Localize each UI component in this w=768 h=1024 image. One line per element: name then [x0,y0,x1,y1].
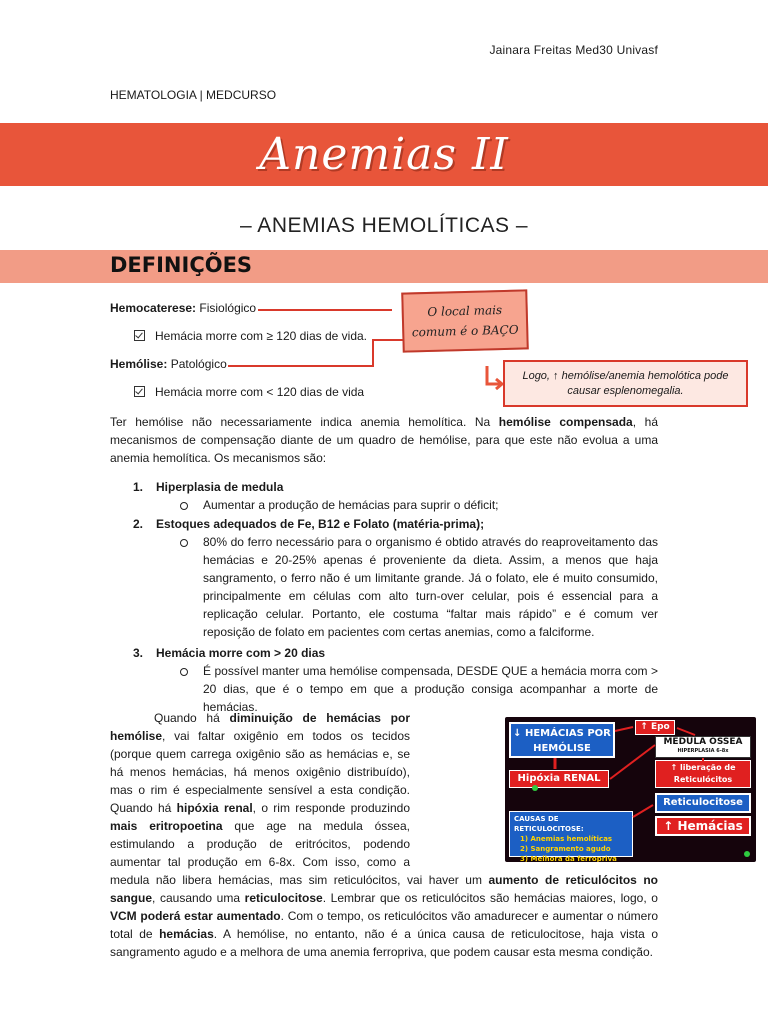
medula-sublabel: HIPERPLASIA 6-8x [677,748,729,754]
causa-item: 1) Anemias hemolíticas [520,835,613,843]
body-bold: VCM poderá estar aumentado [110,909,281,923]
hemocaterese-desc: Fisiológico [199,301,257,315]
body-text: , vai faltar oxigênio em todos os tecidos (porque quem carrega oxigênio são as hemácias e, se há menos hemácias, há menos oxigênio distribuído), mas o rim é especialmente sensível a esta condição. Quando há [110,729,410,815]
hemacias-box: ↑ Hemácias [655,816,751,836]
body-text: . Com o tempo, os reticulócitos vão amadurecer e aumentar o número total de [110,909,659,941]
connector-line [258,309,392,311]
hemocaterese-bullet [134,329,367,343]
subject-header: HEMATOLOGIA | MEDCURSO [110,88,277,102]
callout-line-1: O local mais [427,303,503,319]
list-number: 1. [133,480,144,494]
hemolise-desc: Patológico [170,357,227,371]
bullet-icon [180,663,188,681]
hemolise-bullet [134,385,364,399]
body-bold: mais eritropoetina [110,819,223,833]
baco-callout [401,289,529,352]
list-item-title: Estoques adequados de Fe, B12 e Folato (matéria-prima); [156,517,485,531]
diagram-arrows [505,717,756,862]
epo-box: ↑ Epo [635,720,675,735]
reticulocitose-box: Reticulocitose [655,793,751,813]
callout-line-2: comum é o BAÇO [411,322,519,340]
list-item-text: Aumentar a produção de hemácias para suprir o déficit; [203,498,499,512]
body-text: que age na medula óssea, estimulando a produção de eritrócitos, podendo aumentar tal produção em 6-8x. Com isso, como a medula não libera hemácias, mas sim reticulócitos, vai haver um [110,819,489,887]
intro-text: , há mecanismos de compensação diante de um quadro de hemólise, para que este não evolua a uma anemia hemolítica. Os mecanismos são: [110,415,659,465]
arrow-icon [610,745,655,779]
causa-item: 3) Melhora da ferropriva [520,855,617,862]
hemacias-hemolise-box: ↓ HEMÁCIAS POR HEMÓLISE [509,722,615,758]
arrow-icon [633,805,653,817]
page-subtitle: – ANEMIAS HEMOLÍTICAS – [239,214,529,237]
list-item-title: Hiperplasia de medula [156,480,284,494]
body-text: . Lembrar que os reticulócitos são hemácias maiores, logo, o [322,891,658,905]
hemocaterese-term: Hemocaterese: [110,301,197,315]
arrow-icon [615,727,633,731]
medula-label: MEDULA ÓSSEA [663,737,743,747]
list-item-text: É possível manter uma hemólise compensada, DESDE QUE a hemácia morra com > 20 dias, que é o tempo em que a produção consiga acompanhar a morte de hemácias. [203,664,658,714]
reticulocitose-diagram [505,717,756,862]
intro-paragraph [110,413,658,467]
checkbox-icon [134,386,145,397]
body-bold: hipóxia renal [176,801,253,815]
list-number: 3. [133,646,144,660]
arrow-icon [677,728,695,735]
hemolise-line [110,357,227,371]
body-text: , o rim responde produzindo [252,801,410,815]
causa-item: 2) Sangramento agudo [520,845,611,853]
section-title: DEFINIÇÕES [110,253,253,277]
bullet-icon [180,497,188,515]
esplenomegalia-note: Logo, ↑ hemólise/anemia hemolótica pode causar esplenomegalia. [503,360,748,407]
dot-icon [744,851,750,857]
liberacao-box: ↑ liberação de Reticulócitos [655,760,751,788]
hipoxia-box: Hipóxia RENAL [509,770,609,788]
arrow-icon [482,364,504,390]
title-banner [0,123,768,186]
body-bold: aumento de reticulócitos no sangue [110,873,659,905]
page-title: Anemias II [259,129,509,180]
body-bold: hemácias [159,927,214,941]
dot-icon [532,785,538,791]
body-bold: reticulocitose [244,891,323,905]
connector-line [372,339,404,341]
list-item-title: Hemácia morre com > 20 dias [156,646,326,660]
list-item-text: 80% do ferro necessário para o organismo é obtido através do reaproveitamento das hemácias e 20-25% apenas é proveniente da dieta. Assim, a menos que haja sangramento, o ferro não é um limitante grande. Já o folato, ele é muito consumido, principalmente em células com alto turn-over celular, pois é essencial para a replicação celular. Portanto, ele costuma “faltar mais rápido” e é comum ver reposição de folato em pacientes com certas anemias, como a falciforme. [203,535,658,639]
causas-title: CAUSAS DE RETICULOCITOSE: [514,815,584,833]
body-text: Quando há [154,711,230,725]
intro-text: Ter hemólise não necessariamente indica anemia hemolítica. Na [110,415,499,429]
body-bold: diminuição de hemácias por hemólise [110,711,410,743]
intro-bold: hemólise compensada [498,415,633,429]
author-header: Jainara Freitas Med30 Univasf [489,43,658,57]
connector-line [228,365,374,367]
bullet-icon [180,534,188,552]
list-number: 2. [133,517,144,531]
hemocaterese-bullet-text: Hemácia morre com ≥ 120 dias de vida. [155,329,368,343]
hemolise-term: Hemólise: [110,357,168,371]
body-text: , causando uma [152,891,245,905]
body-text: . A hemólise, no entanto, não é a única causa de reticulocitose, haja vista o sangramento agudo e a melhora de uma anemia ferropriva, que podem causar esta mesma condição. [110,927,658,959]
hemolise-bullet-text: Hemácia morre com < 120 dias de vida [155,385,365,399]
checkbox-icon [134,330,145,341]
connector-line [372,339,374,367]
hemocaterese-line [110,301,256,315]
mechanisms-list [0,478,768,714]
